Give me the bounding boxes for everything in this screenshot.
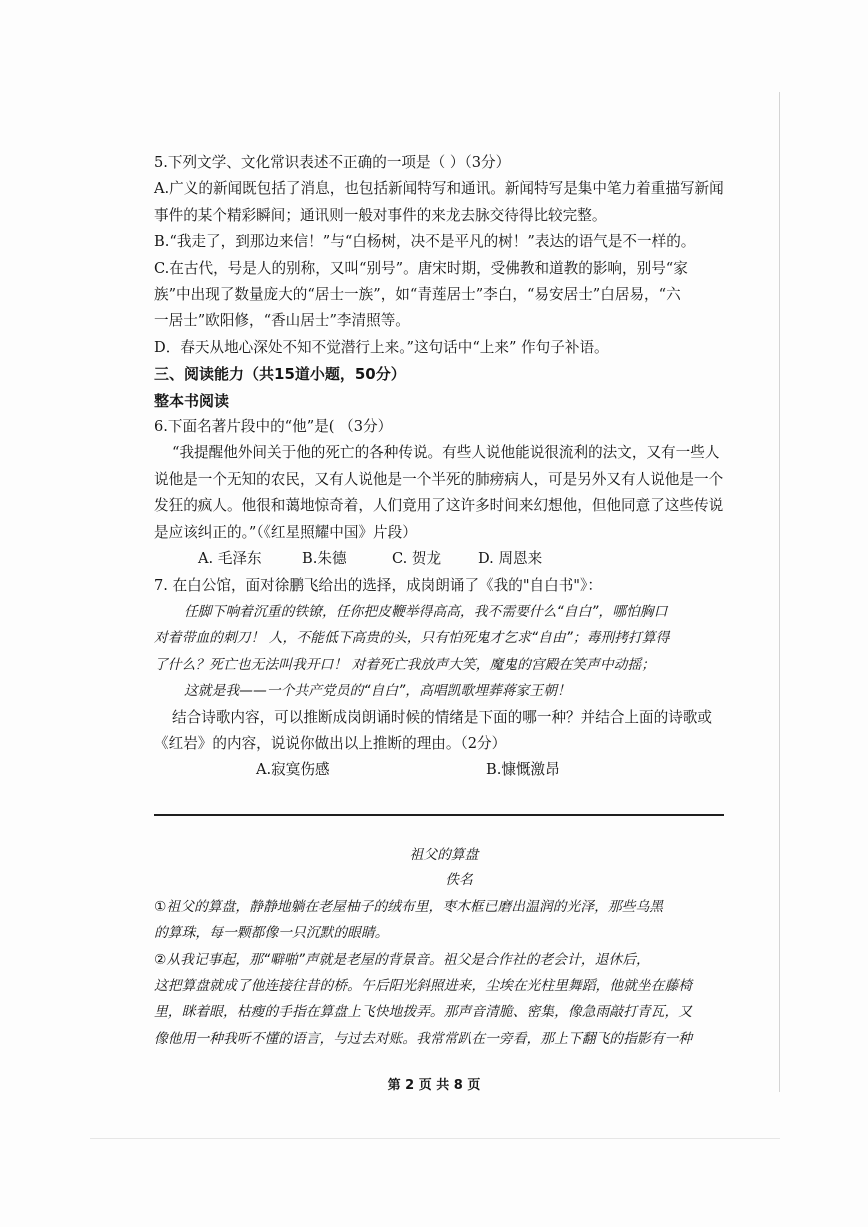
page-number: 第 2 页 共 8 页: [387, 1078, 481, 1093]
article-para2-line2: 这把算盘就成了他连接往昔的桥。午后阳光斜照进来，尘埃在光柱里舞蹈，他就坐在藤椅: [154, 977, 693, 994]
subsection-heading: 整本书阅读: [154, 391, 230, 410]
scan-bottom-line: [90, 1138, 780, 1139]
article-title: 祖父的算盘: [409, 846, 479, 863]
q5-option-b: B.“我走了，到那边来信！”与“白杨树，决不是平凡的树！”表达的语气是不一样的。: [154, 233, 696, 251]
article-para2-line4: 像他用一种我听不懂的语言，与过去对账。我常常趴在一旁看，那上下翻飞的指影有一种: [154, 1030, 693, 1047]
q7-options: [154, 757, 724, 783]
section-divider: [154, 814, 724, 816]
q6-passage-line1: “我提醒他外间关于他的死亡的各种传说。有些人说他能说很流利的法文，又有一些人: [172, 444, 720, 462]
article-para1-line1: ①祖父的算盘，静静地躺在老屋柚子的绒布里，枣木框已磨出温润的光泽，那些乌黑: [154, 898, 664, 915]
q7-option-a: A.寂寞伤感: [256, 761, 330, 779]
q5-option-c-line2: 族”中出现了数量庞大的“居士一族”，如“青莲居士”李白，“易安居士”白居易，“六: [154, 286, 681, 304]
article-para1-line2: 的算珠，每一颗都像一只沉默的眼睛。: [154, 925, 389, 942]
q6-passage-line4: 是应该纠正的。”（《红星照耀中国》片段）: [154, 523, 417, 541]
q7-stem: 7. 在白公馆，面对徐鹏飞给出的选择，成岗朗诵了《我的"自白书"》：: [154, 576, 602, 594]
q7-option-b: B.慷慨激昂: [486, 761, 560, 779]
q6-passage-line2: 说他是一个无知的农民，又有人说他是一个半死的肺痨病人，可是另外又有人说他是一个: [154, 470, 724, 488]
q5-option-a-line1: A.广义的新闻既包括了消息，也包括新闻特写和通讯。新闻特写是集中笔力着重描写新闻: [154, 180, 724, 198]
q7-poem-line4: 这就是我——一个共产党员的“自白”，高唱凯歌埋葬蒋家王朝！: [184, 683, 571, 700]
q6-option-b: B.朱德: [302, 550, 347, 568]
page-content: [154, 150, 724, 1052]
q5-option-d: D．春天从地心深处不知不觉潜行上来。”这句话中“上来” 作句子补语。: [154, 338, 609, 356]
article-author: 佚名: [445, 871, 473, 888]
q6-options: [154, 546, 724, 572]
q6-passage-line3: 发狂的疯人。他很和蔼地惊奇着，人们竟用了这许多时间来幻想他，但他同意了这些传说: [154, 497, 724, 515]
q6-option-d: D. 周恩来: [478, 550, 543, 568]
q7-poem-line1: 任脚下响着沉重的铁镣，任你把皮鞭举得高高，我不需要什么“自白”，哪怕胸口: [184, 603, 668, 620]
q7-question-line1: 结合诗歌内容，可以推断成岗朗诵时候的情绪是下面的哪一种？并结合上面的诗歌或: [172, 708, 712, 726]
q6-option-a: A. 毛泽东: [198, 550, 262, 568]
q7-poem-line3: 了什么？死亡也无法叫我开口！ 对着死亡我放声大笑，魔鬼的宫殿在笑声中动摇；: [154, 656, 656, 673]
article-para2-line1: ②从我记事起，那“噼啪”声就是老屋的背景音。祖父是合作社的老会计，退休后，: [154, 951, 650, 968]
q5-stem: 5.下列文学、文化常识表述不正确的一项是（ ）（3分）: [154, 154, 511, 171]
q5-option-a-line2: 事件的某个精彩瞬间；通讯则一般对事件的来龙去脉交待得比较完整。: [154, 206, 607, 224]
scan-edge-line: [779, 92, 780, 1092]
q5-option-c-line3: 一居士”欧阳修，“香山居士”李清照等。: [154, 312, 410, 330]
q7-question-line2: 《红岩》的内容，说说你做出以上推断的理由。（2分）: [154, 734, 507, 752]
q6-stem: 6.下面名著片段中的“他”是( （3分）: [154, 418, 393, 436]
q7-poem-line2: 对着带血的刺刀！ 人，不能低下高贵的头，只有怕死鬼才乞求“自由”；毒刑拷打算得: [154, 630, 670, 647]
article-para2-line3: 里，眯着眼，枯瘦的手指在算盘上飞快地拨弄。那声音清脆、密集，像急雨敲打青瓦，又: [154, 1004, 693, 1021]
section-heading: 三、阅读能力（共15道小题，50分）: [154, 365, 406, 384]
q5-option-c-line1: C.在古代，号是人的别称，又叫“别号”。唐宋时期，受佛教和道教的影响，别号“家: [154, 259, 688, 277]
q6-option-c: C. 贺龙: [392, 550, 442, 568]
